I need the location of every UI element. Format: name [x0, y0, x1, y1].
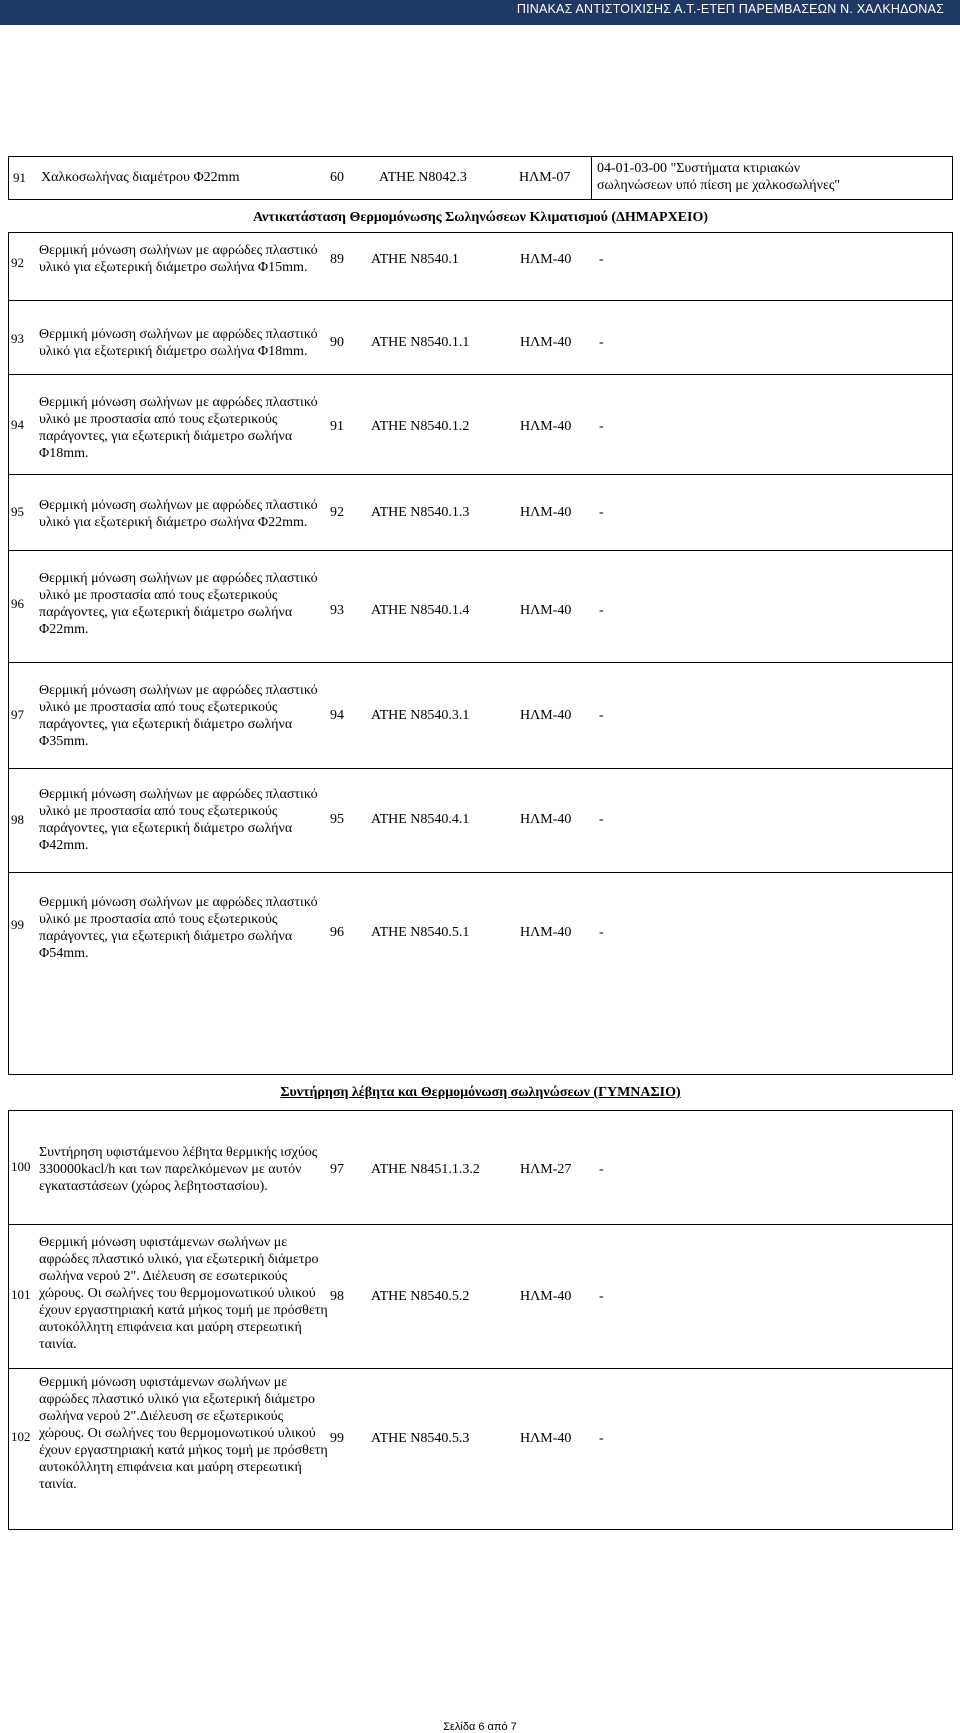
item-number: 93 — [11, 331, 24, 346]
etep-reference: - — [599, 812, 604, 827]
item-description: Θερμική μόνωση σωλήνων με αφρώδες πλαστικό υλικό με προστασία από τους εξωτερικούς παράγοντες, για εξωτερική διάμετρο σωλήνα Φ54mm. — [39, 895, 318, 961]
item-description: Θερμική μόνωση σωλήνων με αφρώδες πλαστικό υλικό με προστασία από τους εξωτερικούς παράγοντες, για εξωτερική διάμετρο σωλήνα Φ42mm. — [39, 787, 318, 853]
atne-code: ΑΤΗΕ Ν8540.1.4 — [371, 603, 470, 618]
item-description: Θερμική μόνωση σωλήνων με αφρώδες πλαστικό υλικό με προστασία από τους εξωτερικούς παράγοντες, για εξωτερική διάμετρο σωλήνα Φ22mm. — [39, 571, 318, 637]
table-row — [8, 872, 953, 985]
atne-code: ΑΤΗΕ Ν8540.5.1 — [371, 925, 470, 940]
item-number: 102 — [11, 1429, 31, 1444]
category-code: ΗΛΜ-07 — [519, 170, 571, 185]
item-number: 101 — [11, 1287, 31, 1302]
document-title: ΠΙΝΑΚΑΣ ΑΝΤΙΣΤΟΙΧΙΣΗΣ Α.Τ.-ΕΤΕΠ ΠΑΡΕΜΒΑΣΕΩΝ Ν. ΧΑΛΚΗΔΟΝΑΣ — [516, 2, 944, 16]
table-row — [8, 1368, 953, 1530]
item-number: 92 — [11, 255, 24, 270]
etep-divider — [591, 156, 592, 200]
row-divider — [8, 232, 953, 233]
atne-code: ΑΤΗΕ Ν8540.5.2 — [371, 1289, 470, 1304]
item-description: Θερμική μόνωση σωλήνων με αφρώδες πλαστικό υλικό για εξωτερική διάμετρο σωλήνα Φ22mm. — [39, 498, 318, 530]
row-divider — [8, 374, 953, 375]
atne-code: ΑΤΗΕ Ν8540.1.1 — [371, 335, 470, 350]
price-code: 93 — [330, 603, 344, 618]
category-code: ΗΛΜ-40 — [520, 252, 572, 267]
item-number: 100 — [11, 1159, 31, 1174]
category-code: ΗΛΜ-40 — [520, 1431, 572, 1446]
table-row — [8, 768, 953, 872]
atne-code: ΑΤΗΕ Ν8540.5.3 — [371, 1431, 470, 1446]
table-row — [8, 374, 953, 474]
category-code: ΗΛΜ-40 — [520, 1289, 572, 1304]
price-code: 90 — [330, 335, 344, 350]
row-divider — [8, 662, 953, 663]
etep-reference: - — [599, 335, 604, 350]
atne-code: ΑΤΗΕ Ν8540.3.1 — [371, 708, 470, 723]
etep-reference: - — [599, 708, 604, 723]
etep-reference: - — [599, 419, 604, 434]
price-code: 60 — [330, 170, 344, 185]
etep-reference: - — [599, 505, 604, 520]
header-band — [0, 0, 960, 25]
etep-reference: - — [599, 1431, 604, 1446]
item-description: Θερμική μόνωση υφιστάμενων σωλήνων με αφρώδες πλαστικό υλικό για εξωτερική διάμετρο σωλήνα νερού 2".Διέλευση σε εξωτερικούς χώρους. Οι σωλήνες του θερμομονωτικού υλικού έχουν εργαστηριακή κατά μήκος τομή με πρόσθετη αυτοκόλλητη επιφάνεια και μαύρη στερεωτική ταινία. — [39, 1375, 328, 1492]
price-code: 99 — [330, 1431, 344, 1446]
category-code: ΗΛΜ-40 — [520, 812, 572, 827]
price-code: 98 — [330, 1289, 344, 1304]
table-row — [8, 662, 953, 768]
category-code: ΗΛΜ-40 — [520, 335, 572, 350]
item-number: 99 — [11, 917, 24, 932]
price-code: 89 — [330, 252, 344, 267]
item-number: 97 — [11, 707, 24, 722]
row-divider — [8, 1110, 953, 1111]
price-code: 92 — [330, 505, 344, 520]
row-divider — [8, 1224, 953, 1225]
item-description: Θερμική μόνωση σωλήνων με αφρώδες πλαστικό υλικό για εξωτερική διάμετρο σωλήνα Φ15mm. — [39, 243, 318, 275]
atne-code: ΑΤΗΕ Ν8540.1 — [371, 252, 459, 267]
section-heading-gymnasio — [8, 1085, 953, 1101]
item-number: 94 — [11, 417, 24, 432]
etep-reference: - — [599, 603, 604, 618]
section-heading-dimarxeio: Αντικατάσταση Θερμομόνωσης Σωληνώσεων Κλιματισμού (ΔΗΜΑΡΧΕΙΟ) — [252, 210, 709, 225]
category-code: ΗΛΜ-40 — [520, 419, 572, 434]
etep-reference: 04-01-03-00 "Συστήματα κτιριακών σωληνώσεων υπό πίεση με χαλκοσωλήνες" — [597, 161, 841, 193]
category-code: ΗΛΜ-40 — [520, 925, 572, 940]
category-code: ΗΛΜ-40 — [520, 708, 572, 723]
page-footer: Σελίδα 6 από 7 — [443, 1721, 517, 1733]
row-divider — [8, 872, 953, 873]
etep-reference: - — [599, 1289, 604, 1304]
row-divider — [8, 550, 953, 551]
atne-code: ΑΤΗΕ Ν8540.4.1 — [371, 812, 470, 827]
table-row — [8, 474, 953, 550]
table-row — [8, 1224, 953, 1368]
item-number: 95 — [11, 504, 24, 519]
category-code: ΗΛΜ-27 — [520, 1162, 572, 1177]
price-code: 91 — [330, 419, 344, 434]
table-row-91 — [8, 156, 953, 200]
row-divider — [8, 1368, 953, 1369]
table-row — [8, 550, 953, 662]
atne-code: ΑΤΗΕ Ν8451.1.3.2 — [371, 1162, 480, 1177]
category-code: ΗΛΜ-40 — [520, 603, 572, 618]
row-divider — [8, 474, 953, 475]
price-code: 97 — [330, 1162, 344, 1177]
row-divider — [8, 300, 953, 301]
row-divider — [8, 768, 953, 769]
atne-code: ΑΤΗΕ Ν8540.1.3 — [371, 505, 470, 520]
item-description: Θερμική μόνωση σωλήνων με αφρώδες πλαστικό υλικό με προστασία από τους εξωτερικούς παράγοντες, για εξωτερική διάμετρο σωλήνα Φ35mm. — [39, 683, 318, 749]
item-description: Θερμική μόνωση σωλήνων με αφρώδες πλαστικό υλικό με προστασία από τους εξωτερικούς παράγοντες, για εξωτερική διάμετρο σωλήνα Φ18mm. — [39, 395, 318, 461]
item-number: 98 — [11, 812, 24, 827]
etep-reference: - — [599, 1162, 604, 1177]
etep-reference: - — [599, 252, 604, 267]
section-heading-text: Συντήρηση λέβητα και Θερμομόνωση σωληνώσεων (ΓΥΜΝΑΣΙΟ) — [280, 1085, 681, 1100]
table-row — [8, 300, 953, 374]
item-description: Θερμική μόνωση σωλήνων με αφρώδες πλαστικό υλικό για εξωτερική διάμετρο σωλήνα Φ18mm. — [39, 327, 318, 359]
atne-code: ΑΤΗΕ Ν8540.1.2 — [371, 419, 470, 434]
price-code: 94 — [330, 708, 344, 723]
etep-reference: - — [599, 925, 604, 940]
item-number: 91 — [13, 170, 26, 185]
table-row — [8, 1110, 953, 1224]
atne-code: ΑΤΗΕ Ν8042.3 — [379, 170, 467, 185]
item-description: Χαλκοσωλήνας διαμέτρου Φ22mm — [41, 170, 240, 185]
price-code: 95 — [330, 812, 344, 827]
category-code: ΗΛΜ-40 — [520, 505, 572, 520]
item-number: 96 — [11, 596, 24, 611]
item-description: Θερμική μόνωση υφιστάμενων σωλήνων με αφρώδες πλαστικό υλικό, για εξωτερική διάμετρο σωλήνα νερού 2". Διέλευση σε εσωτερικούς χώρους. Οι σωλήνες του θερμομονωτικού υλικού έχουν εργαστηριακή κατά μήκος τομή με πρόσθετη αυτοκόλλητη επιφάνεια και μαύρη στερεωτική ταινία. — [39, 1235, 328, 1352]
item-description: Συντήρηση υφιστάμενου λέβητα θερμικής ισχύος 330000kacl/h και των παρελκόμενων με αυτόν εγκαταστάσεων (χώρος λεβητοστασίου). — [39, 1145, 318, 1194]
table-row — [8, 232, 953, 300]
price-code: 96 — [330, 925, 344, 940]
